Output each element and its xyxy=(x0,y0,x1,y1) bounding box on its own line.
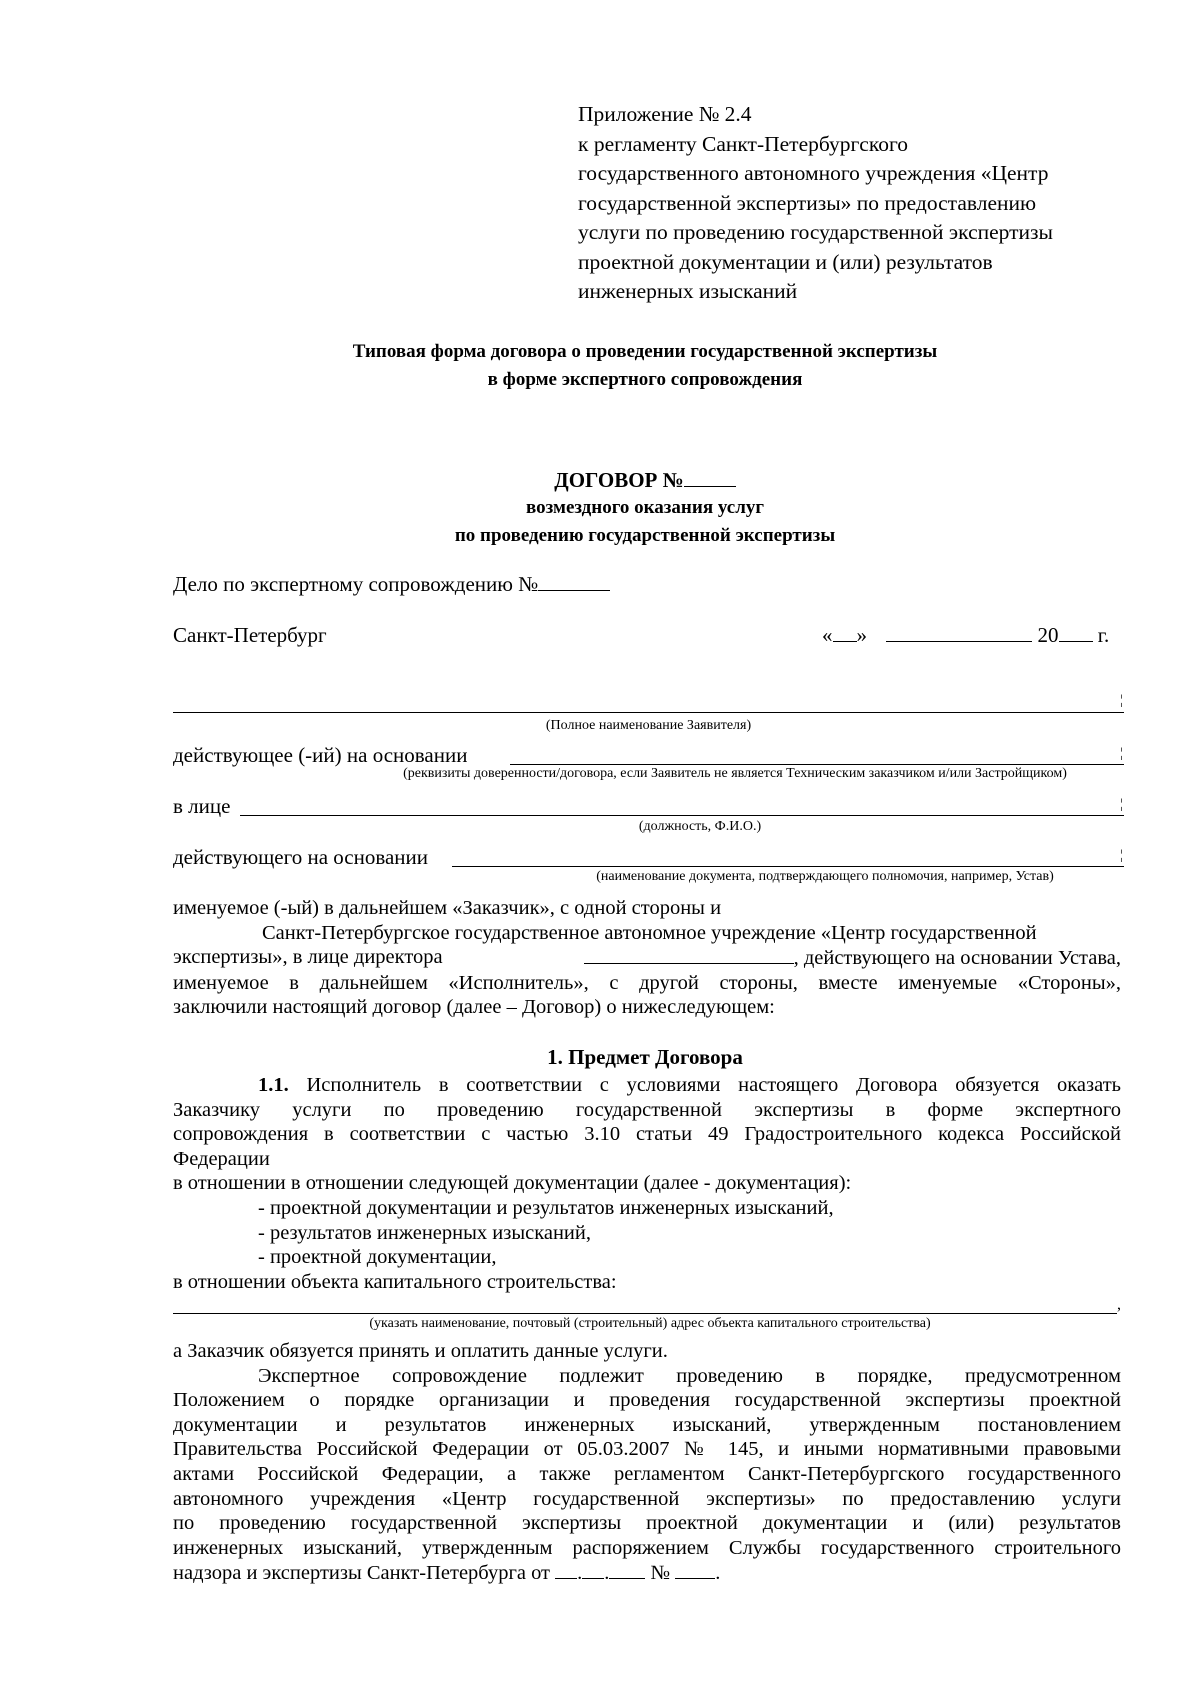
documentation-item: - результатов инженерных изысканий, xyxy=(258,1221,591,1244)
acting-doc-field[interactable] xyxy=(452,866,1124,867)
acting-basis-caption: (реквизиты доверенности/договора, если Заявитель не является Техническим заказчиком и/или Застройщиком) xyxy=(403,766,1067,781)
form-title xyxy=(170,338,1120,394)
executor-basis-text: , действующего на основании Устава, xyxy=(793,947,1121,970)
documentation-intro: в отношении в отношении следующей документации (далее - документация): xyxy=(173,1172,852,1195)
person-caption: (должность, Ф.И.О.) xyxy=(638,819,762,834)
preamble-executor-line2 xyxy=(173,945,1121,971)
person-field[interactable] xyxy=(240,815,1124,816)
applicant-name-field[interactable] xyxy=(173,712,1124,713)
contract-number-blank[interactable] xyxy=(684,468,736,487)
clause-1-1-line3: сопровождения в соответствии с частью 3.10 статьи 49 Градостроительного кодекса Российской xyxy=(173,1123,1121,1146)
clause-1-1-line4: Федерации xyxy=(173,1147,270,1170)
preamble xyxy=(173,896,1121,1020)
city: Санкт-Петербург xyxy=(173,623,327,647)
person-label: в лице xyxy=(173,794,231,818)
documentation-item: - проектной документации и результатов инженерных изысканий, xyxy=(258,1196,834,1219)
contract-subtitle-1: возмездного оказания услуг xyxy=(526,497,764,518)
year-blank[interactable] xyxy=(1059,623,1093,642)
procedure-last-line: надзора и экспертизы Санкт-Петербурга от . . № . xyxy=(173,1562,721,1585)
director-name-blank[interactable] xyxy=(584,945,794,964)
appendix-line: проектной документации и (или) результатов xyxy=(578,249,993,274)
document-page: Приложение № 2.4 к регламенту Санкт-Петербургского государственного автономного учреждения «Центр государственной экспертизы» по предоставлению услуги по проведению государственной экспертизы проектной документации и (или) результатов инженерных изысканий Типовая форма договора о проведении государственной экспертизы в форме экспертного сопровождения ДОГОВОР № возмездного оказания услуг по проведению государственной экспертизы Дело по экспертному сопровождению № Санкт-Петербург « » 20 г. ¦ (Полное наименование Заявителя) действующее (-ий) на основании ¦ (реквизиты доверенности/договора, если Заявитель не является Техническим заказчиком и/или Застройщиком) в лице ¦ (должность, Ф.И.О.) действующего на основании ¦ (наименование документа, подтверждающего полномочия, например, Устав) именуемое (-ый) в дальнейшем «Заказчик», с одной стороны и Санкт-Петербургское государственное автономное учреждение «Центр государственной экспертизы», в лице директора , действующего на основании Устава, именуемое в дальнейшем «Исполнитель», с другой стороны, вместе именуемые «Стороны», заключили настоящий договор (далее – Договор) о нижеследующем: 1. Предмет Договора 1.1. Исполнитель в соответствии с условиями настоящего Договора обязуется оказать Заказчику услуги по проведению государственной экспертизы в форме экспертного сопровождения в соответствии с частью 3.10 статьи 49 Градостроительного кодекса Российской Федерации в отношении в отношении следующей документации (далее - документация): - проектной документации и результатов инженерных изысканий, - результатов инженерных изысканий, - проектной документации, в отношении объекта капитального строительства: , (указать наименование, почтовый (строительный) адрес объекта капитального строительства) а Заказчик обязуется принять и оплатить данные услуги. Экспертное сопровождение подлежит проведению в порядке, предусмотренном Положением о порядке организации и проведения государственной экспертизы проектной документации и результатов инженерных изысканий, утвержденным постановлением Правительства Российской Федерации от 05.03.2007 № 145, и иными нормативными правовыми актами Российской Федерации, а также регламентом Санкт-Петербургского государственного автономного учреждения «Центр государственной экспертизы» по предоставлению услуги по проведению государственной экспертизы проектной документации и (или) результатов инженерных изысканий, утвержденным распоряжением Службы государственного строительного надзора и экспертизы Санкт-Петербурга от . . № . xyxy=(0,0,1200,1697)
clause-1-1-line1: Исполнитель в соответствии с условиями настоящего Договора обязуется оказать xyxy=(306,1074,1121,1096)
section-1-heading: 1. Предмет Договора xyxy=(547,1045,743,1069)
procedure-line: Экспертное сопровождение подлежит проведению в порядке, предусмотренном xyxy=(258,1364,1121,1387)
procedure-line: актами Российской Федерации, а также регламентом Санкт-Петербургского государственного xyxy=(173,1462,1121,1485)
customer-obligation: а Заказчик обязуется принять и оплатить данные услуги. xyxy=(173,1340,668,1362)
case-number-blank[interactable] xyxy=(538,572,610,591)
contract-number-label: ДОГОВОР № xyxy=(554,468,684,492)
clause-1-1 xyxy=(173,1073,1121,1294)
preamble-executor-line4: заключили настоящий договор (далее – Договор) о нижеследующем: xyxy=(173,996,775,1019)
appendix-line: к регламенту Санкт-Петербургского xyxy=(578,131,908,156)
object-intro: в отношении объекта капитального строительства: xyxy=(173,1270,617,1293)
documentation-item: - проектной документации, xyxy=(258,1246,497,1269)
order-number-sign: № xyxy=(650,1562,671,1585)
acting-doc-label: действующего на основании xyxy=(173,845,429,869)
month-blank[interactable] xyxy=(886,623,1032,642)
object-address-field[interactable] xyxy=(173,1313,1117,1314)
day-blank[interactable] xyxy=(833,623,857,642)
object-caption: (указать наименование, почтовый (строительный) адрес объекта капитального строительства) xyxy=(369,1316,931,1331)
form-title-line2: в форме экспертного сопровождения xyxy=(487,369,803,390)
order-year-blank[interactable] xyxy=(609,1560,645,1579)
acting-doc-caption: (наименование документа, подтверждающего полномочия, например, Устав) xyxy=(596,869,1054,884)
contract-number-line xyxy=(170,466,1120,494)
appendix-line: государственного автономного учреждения «Центр xyxy=(578,161,1049,185)
case-line xyxy=(173,572,610,597)
preamble-executor-line1: Санкт-Петербургское государственное автономное учреждение «Центр государственной xyxy=(262,921,1037,944)
date-close-quote: » xyxy=(856,623,867,647)
procedure-line: документации и результатов инженерных изысканий, утвержденным постановлением xyxy=(173,1413,1121,1436)
procedure-line: автономного учреждения «Центр государственной экспертизы» по предоставлению услуги xyxy=(173,1487,1121,1510)
contract-title xyxy=(170,466,1120,550)
acting-basis-label: действующее (-ий) на основании xyxy=(173,743,468,767)
contract-subtitle-2: по проведению государственной экспертизы xyxy=(454,525,836,546)
date-open-quote: « xyxy=(822,623,833,647)
case-label: Дело по экспертному сопровождению № xyxy=(173,572,539,596)
applicant-caption: (Полное наименование Заявителя) xyxy=(545,718,752,733)
procedure-last-text: надзора и экспертизы Санкт-Петербурга от xyxy=(173,1562,551,1585)
procedure-line: по проведению государственной экспертизы проектной документации и (или) результатов xyxy=(173,1512,1121,1535)
order-number-blank[interactable] xyxy=(675,1560,715,1579)
preamble-customer: именуемое (-ый) в дальнейшем «Заказчик», с одной стороны и xyxy=(173,897,722,919)
acting-basis-field[interactable] xyxy=(510,764,1124,765)
order-month-blank[interactable] xyxy=(582,1560,604,1579)
appendix-line: услуги по проведению государственной экспертизы xyxy=(578,220,1053,244)
year-prefix: 20 xyxy=(1037,623,1059,647)
clause-number: 1.1. xyxy=(258,1074,289,1096)
procedure-block xyxy=(173,1339,1121,1586)
order-day-blank[interactable] xyxy=(555,1560,577,1579)
appendix-header xyxy=(578,100,1053,307)
procedure-line: инженерных изысканий, утвержденным распоряжением Службы государственного строительного xyxy=(173,1536,1121,1559)
appendix-line: государственной экспертизы» по предоставлению xyxy=(578,190,1037,215)
appendix-line: Приложение № 2.4 xyxy=(578,102,752,126)
clause-1-1-line2: Заказчику услуги по проведению государственной экспертизы в форме экспертного xyxy=(173,1098,1121,1121)
executor-director-label: экспертизы», в лице директора xyxy=(173,946,443,969)
preamble-executor-line3: именуемое в дальнейшем «Исполнитель», с другой стороны, вместе именуемые «Стороны», xyxy=(173,971,1121,994)
procedure-line: Правительства Российской Федерации от 05.03.2007 № 145, и иными нормативными правовыми xyxy=(173,1438,1121,1461)
year-suffix: г. xyxy=(1097,623,1110,647)
date-line xyxy=(822,623,1109,648)
form-title-line1: Типовая форма договора о проведении государственной экспертизы xyxy=(352,341,938,362)
appendix-line: инженерных изысканий xyxy=(578,279,798,303)
procedure-line: Положением о порядке организации и проведения государственной экспертизы проектной xyxy=(173,1389,1121,1412)
